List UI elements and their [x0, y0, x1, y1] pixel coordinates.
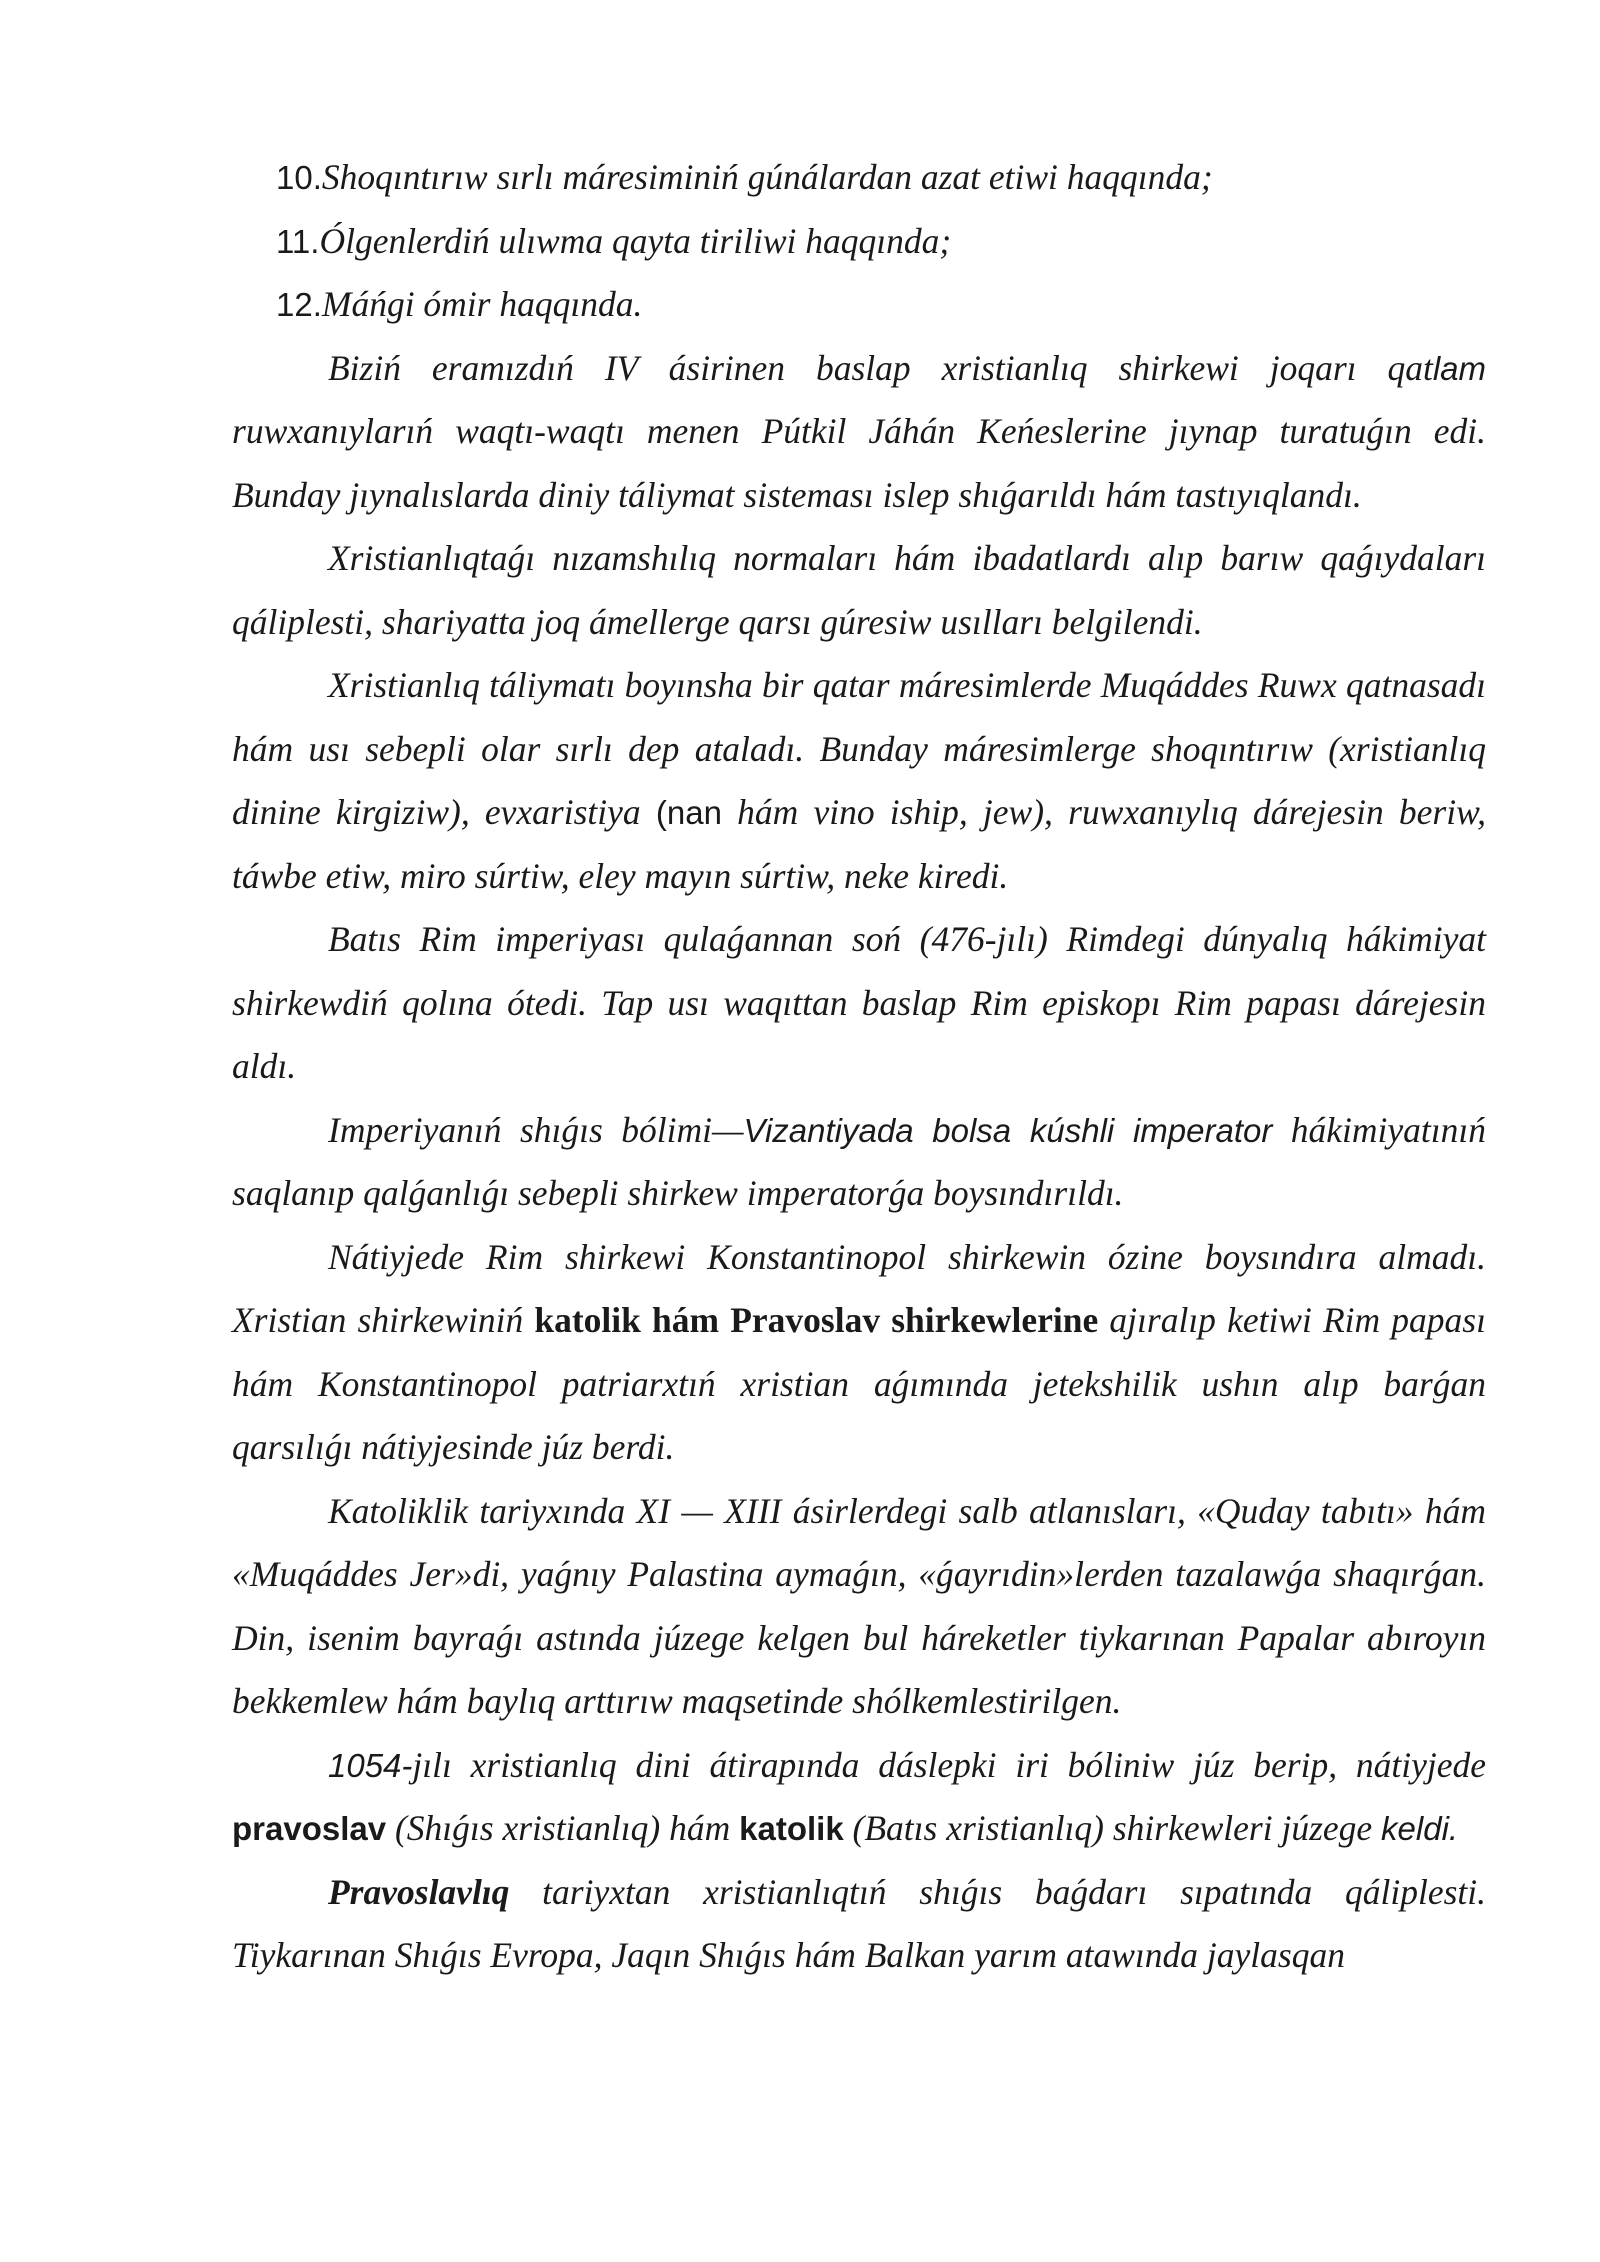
text-run: hám vino iship, jew), ruwxanıylıq dárejesin beriw, táwbe etiw, miro súrtiw, eley mayın súrtiw, neke kiredi. [232, 792, 1487, 896]
text-run: Xristianlıq táliymatı boyınsha bir qatar máresimlerde Muqáddes Ruwx qatnasadı hám usı sebepli olar sırlı dep ataladı. Bunday máresimlerge shoqıntırıw (xristianlıq dinine kirgiziw), evxaristiya [232, 665, 1486, 832]
list-item [232, 146, 1486, 210]
list-item [232, 273, 1486, 337]
text-run: keldi. [1381, 1810, 1459, 1847]
paragraph [232, 654, 1486, 908]
paragraph [232, 1099, 1486, 1226]
paragraph: Xristianlıqtaǵı nızamshılıq normaları hám ibadatlardı alıp barıw qaǵıydaları qáliplesti, shariyatta joq ámellerge qarsı gúresiw usılları belgilendi. [232, 538, 1486, 642]
list-text: Máńgi ómir haqqında. [321, 284, 643, 324]
text-run: Imperiyanıń shıǵıs bólimi— [328, 1109, 744, 1150]
document-body [232, 146, 1486, 1988]
text-run: 1054- [328, 1746, 413, 1784]
list-number: 12. [276, 286, 322, 323]
text-run: lam [1432, 349, 1486, 387]
paragraph [232, 1861, 1486, 1988]
list-number: 10. [276, 159, 322, 196]
text-run: Biziń eramızdıń IV ásirinen baslap xristianlıq shirkewi joqarı qat [328, 347, 1433, 388]
bold-text: katolik [739, 1810, 844, 1847]
text-run: tariyxtan xristianlıqtıń shıǵıs baǵdarı sıpatında qáliplesti. Tiykarınan Shıǵıs Evropa, Jaqın Shıǵıs hám Balkan yarım atawında jaylasqan [232, 1871, 1486, 1975]
paragraph [232, 337, 1486, 528]
paragraph [232, 1226, 1486, 1480]
bold-text: pravoslav [232, 1810, 387, 1847]
text-run: (nan [655, 794, 722, 831]
text-run: Vizantiyada bolsa kúshli imperator [743, 1111, 1273, 1149]
text-run: hákimiyatınıń saqlanıp qalǵanlıǵı sebepli shirkew imperatorǵa boysındırıldı. [232, 1109, 1487, 1213]
text-run: ajıralıp ketiwi Rim papası hám Konstantinopol patriarxtıń xristian aǵımında jetekshilik ushın alıp barǵan qarsılıǵı nátiyjesinde júz berdi. [232, 1300, 1486, 1467]
list-number: 11. [276, 222, 320, 260]
text-run: ruwxanıylarıń waqtı-waqtı menen Pútkil Jáhán Keńeslerine jıynap turatuǵın edi. Bunday jıynalıslarda diniy táliymat sisteması islep shıǵarıldı hám tastıyıqlandı. [232, 411, 1486, 515]
list-item [232, 210, 1486, 274]
bold-text: katolik hám Pravoslav shirkewlerine [534, 1300, 1099, 1340]
bold-text: Pravoslavlıq [328, 1871, 510, 1912]
paragraph: Katoliklik tariyxında XI — XIII ásirlerdegi salb atlanısları, «Quday tabıtı» hám «Muqáddes Jer»di, yaǵnıy Palastina aymaǵın, «ǵayrıdin»lerden tazalawǵa shaqırǵan. Din, isenim bayraǵı astında júzege kelgen bul háreketler tiykarınan Papalar abıroyın bekkemlew hám baylıq arttırıw maqsetinde shólkemlestirilgen. [232, 1490, 1486, 1721]
list-text: Ólgenlerdiń ulıwma qayta tiriliwi haqqında; [319, 220, 952, 261]
paragraph: Batıs Rim imperiyası qulaǵannan soń (476-jılı) Rimdegi dúnyalıq hákimiyat shirkewdiń qolına ótedi. Tap usı waqıttan baslap Rim episkopı Rim papası dárejesin aldı. [232, 919, 1486, 1086]
paragraph [232, 1734, 1486, 1861]
text-run: (Shıǵıs xristianlıq) hám [386, 1808, 740, 1848]
list-text: Shoqıntırıw sırlı máresiminiń gúnálardan azat etiwi haqqında; [321, 157, 1213, 197]
text-run: jılı xristianlıq dini átirapında dáslepki iri bóliniw júz berip, nátiyjede [412, 1744, 1486, 1785]
text-run: Nátiyjede Rim shirkewi Konstantinopol shirkewin ózine boysındıra almadı. Xristian shirkewiniń [232, 1236, 1486, 1340]
text-run: (Batıs xristianlıq) shirkewleri júzege [843, 1808, 1382, 1848]
